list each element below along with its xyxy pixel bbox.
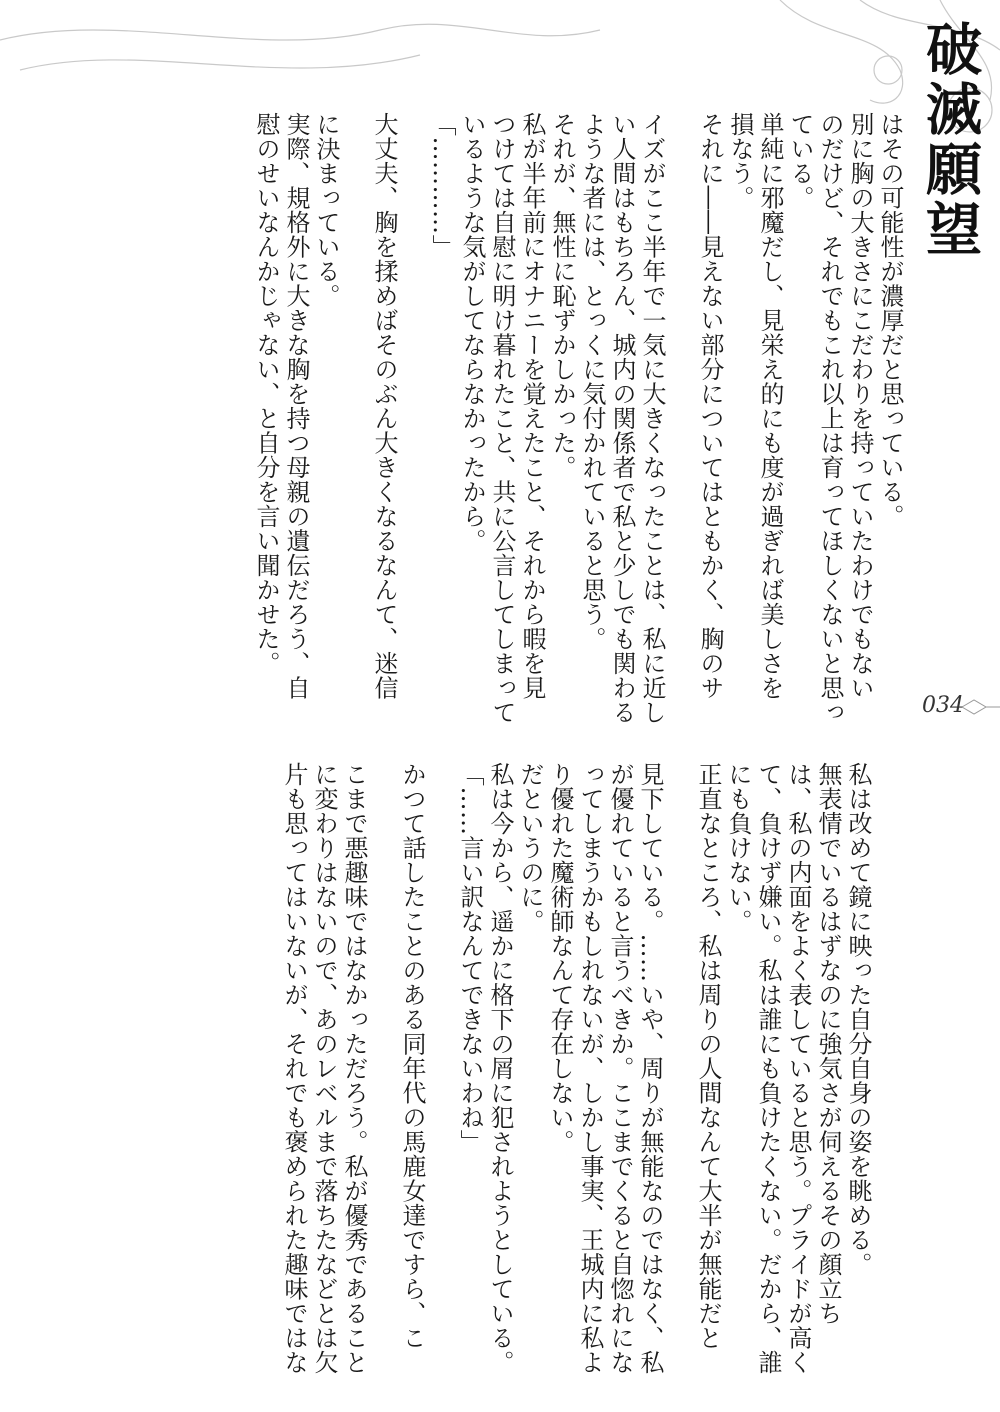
text-line: 大丈夫、胸を揉めばそのぶん大きくなるなんて、迷信: [370, 112, 398, 700]
text-line: 実際、規格外に大きな胸を持つ母親の遺伝だろう、自: [282, 112, 310, 700]
text-line: て、負けず嫌い。私は誰にも負けたくない。だから、誰: [754, 762, 782, 1375]
text-line: かつて話したことのある同年代の馬鹿女達ですら、こ: [398, 762, 426, 1350]
text-line: ってしまうかもしれないが、しかし事実、王城内に私よ: [576, 762, 604, 1375]
text-line: に変わりはないので、あのレベルまで落ちたなどとは欠: [310, 762, 338, 1375]
text-line: 私は改めて鏡に映った自分自身の姿を眺める。: [844, 762, 872, 1277]
text-line: 片も思ってはいないが、それでも褒められた趣味ではな: [280, 762, 308, 1375]
text-line: こまで悪趣味ではなかっただろう。私が優秀であること: [340, 762, 368, 1375]
text-line: ような者には、とっくに気付かれていると思う。: [578, 112, 606, 651]
text-line: 単純に邪魔だし、見栄え的にも度が過ぎれば美しさを: [756, 112, 784, 700]
text-line: 慰のせいなんかじゃない、と自分を言い聞かせた。: [252, 112, 280, 676]
text-line: に決まっている。: [312, 112, 340, 308]
lower-text-block: [279, 762, 873, 1375]
text-line: 別に胸の大きさにこだわりを持っていたわけでもない: [846, 112, 874, 700]
text-line: 私が半年前にオナニーを覚えたこと、それから暇を見: [518, 112, 546, 700]
text-line: いるような気がしてならなかったから。: [458, 112, 486, 553]
text-line: ている。: [786, 112, 814, 210]
dialogue-line: 「…………」: [428, 112, 456, 259]
text-line: は、私の内面をよく表していると思う。プライドが高く: [784, 762, 812, 1375]
text-line: イズがここ半年で一気に大きくなったことは、私に近し: [638, 112, 666, 725]
text-line: にも負けない。: [724, 762, 752, 934]
text-line: それに――見えない部分についてはともかく、胸のサ: [696, 112, 724, 700]
text-line: はその可能性が濃厚だと思っている。: [876, 112, 904, 529]
dialogue-line: 「……言い訳なんてできないわね」: [456, 762, 484, 1154]
text-line: 損なう。: [726, 112, 754, 210]
text-line: それが、無性に恥ずかしかった。: [548, 112, 576, 480]
page-number-flourish-icon: [960, 692, 1000, 722]
text-line: い人間はもちろん、城内の関係者で私と少しでも関わる: [608, 112, 636, 725]
text-line: が優れていると言うべきか。ここまでくると自惚れにな: [606, 762, 634, 1375]
text-line: 見下している。……いや、周りが無能なのではなく、私: [636, 762, 664, 1375]
text-line: 無表情でいるはずなのに強気さが伺えるその顔立ち: [814, 762, 842, 1326]
text-line: つけては自慰に明け暮れたこと、共に公言してしまって: [488, 112, 516, 725]
upper-text-block: [251, 112, 905, 725]
chapter-title: 破滅願望: [917, 20, 983, 260]
text-line: り優れた魔術師なんて存在しない。: [546, 762, 574, 1154]
text-line: 私は今から、遥かに格下の屑に犯されようとしている。: [486, 762, 514, 1375]
text-line: のだけど、それでもこれ以上は育ってほしくないと思っ: [816, 112, 844, 725]
text-line: だというのに。: [516, 762, 544, 934]
page-number: 034: [922, 693, 964, 718]
text-line: 正直なところ、私は周りの人間なんて大半が無能だと: [694, 762, 722, 1350]
